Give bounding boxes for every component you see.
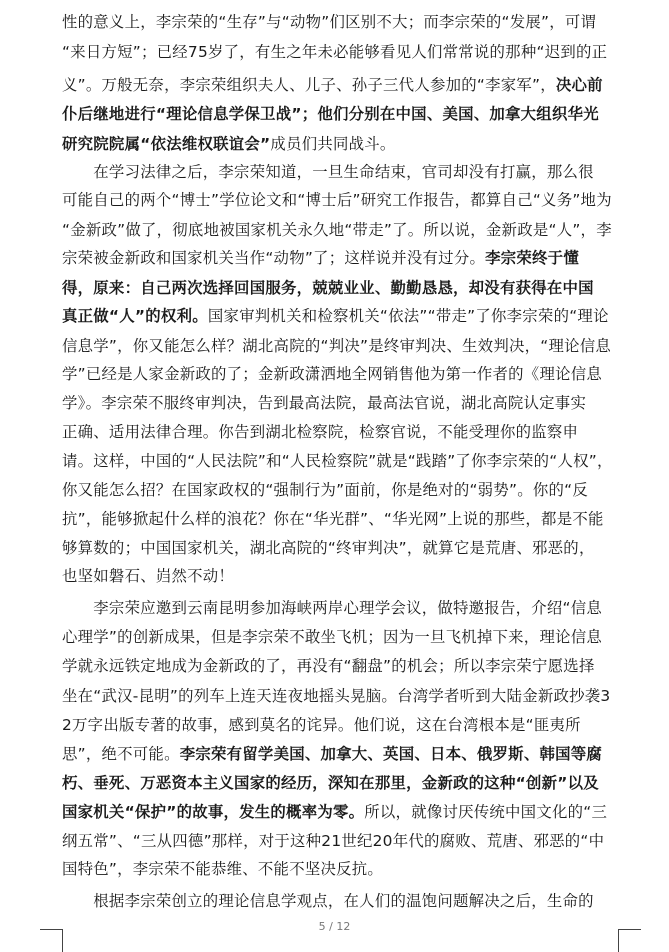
text-line [62,304,609,328]
text-run: 坐在“武汉-昆明”的列车上连天连夜地摇头晃脑。台湾学者听到大陆金新政抄袭3 [62,687,611,705]
text-run: 信息学”，你又能怎么样？湖北高院的“判决”是终审判决、生效判决，“理论信息 [62,337,612,355]
text-run: 学”已经是人家金新政的了；金新政潇洒地全网销售他为第一作者的《理论信息 [62,365,603,383]
bold-text-run: 研究院院属“依法维权联谊会” [62,135,271,153]
crop-mark-right [618,929,641,952]
text-line [62,742,602,766]
bold-text-run: 国家机关“保护”的故事，发生的概率为零。 [62,803,365,821]
text-run: 在学习法律之后，李宗荣知道，一旦生命结束，官司却没有打赢，那么很 [62,163,594,181]
bold-text-run: 李宗荣终于懂 [485,249,579,267]
text-line [62,536,595,560]
text-run: “来日方短”；已经75岁了，有生之年未必能够看见人们常常说的那种“迟到的正 [62,43,608,61]
text-line [62,420,578,444]
text-line [62,102,599,126]
bold-text-run: 朽、垂死、万恶资本主义国家的经历，深知在那里，金新政的这种“创新”以及 [62,774,599,792]
text-line [62,391,586,415]
text-line [62,771,599,795]
text-run: 国特色”，李宗荣不能恭维、不能不坚决反抗。 [62,860,384,878]
text-run: 可能自己的两个“博士”学位论文和“博士后”研究工作报告，都算自己“义务”地为 [62,191,612,209]
text-run: “金新政”做了，彻底地被国家机关永久地“带走”了。所以说，金新政是“人”，李 [62,221,612,239]
text-line [62,160,594,184]
text-line [62,40,607,64]
bold-text-run: 得，原来：自己两次选择回国服务，兢兢业业、勤勤恳恳，却没有获得在中国 [62,279,594,297]
text-line [62,625,602,649]
text-run: 请。这样，中国的“人民法院”和“人民检察院”就是“践踏”了你李宗荣的“人权”， [62,452,613,470]
text-line [62,362,602,386]
text-line [62,449,613,473]
text-run: 所以，就像讨厌传统中国文化的“三 [364,803,608,821]
bold-text-run: 真正做“人”的权利。 [62,307,208,325]
text-run: 学就永远铁定地成为金新政的了，再没有“翻盘”的机会；所以李宗荣宁愿选择 [62,657,595,675]
crop-mark-left [40,929,63,952]
text-run: 心理学”的创新成果，但是李宗荣不敢坐飞机；因为一旦飞机掉下来，理论信息 [62,628,603,646]
text-run: 思”，绝不可能。 [62,745,180,763]
text-run: 国家审判机关和检察机关“依法”“带走”了你李宗荣的“理论 [207,307,609,325]
text-line [62,713,581,737]
text-run: 够算数的；中国国家机关，湖北高院的“终审判决”，就算它是荒唐、邪恶的， [62,539,595,557]
text-line [62,507,604,531]
text-line [62,478,588,502]
text-run: 性的意义上，李宗荣的“生存”与“动物”们区别不大；而李宗荣的“发展”，可谓 [62,13,597,31]
text-line [62,218,612,242]
text-line [62,684,610,708]
text-run: 正确、适用法律合理。你告到湖北检察院，检察官说，不能受理你的监察申 [62,423,579,441]
text-run: 2万字出版专著的故事，感到莫名的诧异。他们说，这在台湾根本是“匪夷所 [62,716,581,734]
text-run: 也坚如磐石、岿然不动！ [62,567,235,585]
text-run: 抗”，能够掀起什么样的浪花？你在“华光群”、“华光网”上说的那些，都是不能 [62,510,604,528]
text-line [62,334,611,358]
text-line [62,188,612,212]
bold-text-run: 仆后继地进行“理论信息学保卫战”；他们分别在中国、美国、加拿大组织华光 [62,105,599,123]
text-line [62,829,604,853]
text-line [62,132,396,156]
text-run: 李宗荣应邀到云南昆明参加海峡两岸心理学会议，做特邀报告，介绍“信息 [62,599,603,617]
text-line [62,596,602,620]
text-run: 学》。李宗荣不服终审判决，告到最高法院，最高法官说，湖北高院认定事实 [62,394,587,412]
text-line [62,276,594,300]
text-line [62,73,603,97]
text-run: 根据李宗荣创立的理论信息学观点，在人们的温饱问题解决之后，生命的 [62,892,594,910]
page-number: 5 / 12 [318,920,351,933]
text-run: 义”。万般无奈，李宗荣组织夫人、儿子、孙子三代人参加的“李家军”， [62,76,556,94]
text-run: 你又能怎么招？在国家政权的“强制行为”面前，你是绝对的“弱势”。你的“反 [62,481,588,499]
text-run: 成员们共同战斗。 [270,135,396,153]
text-line [62,564,234,588]
text-line [62,246,579,270]
bold-text-run: 决心前 [555,76,603,94]
text-line [62,10,596,34]
text-line [62,857,383,881]
bold-text-run: 李宗荣有留学美国、加拿大、英国、日本、俄罗斯、韩国等腐 [179,745,603,763]
text-run: 宗荣被金新政和国家机关当作“动物”了；这样说并没有过分。 [62,249,486,267]
text-line [62,654,595,678]
text-line [62,800,607,824]
text-run: 纲五常”、“三从四德”那样，对于这种21世纪20年代的腐败、荒唐、邪恶的“中 [62,832,605,850]
text-line [62,889,594,913]
